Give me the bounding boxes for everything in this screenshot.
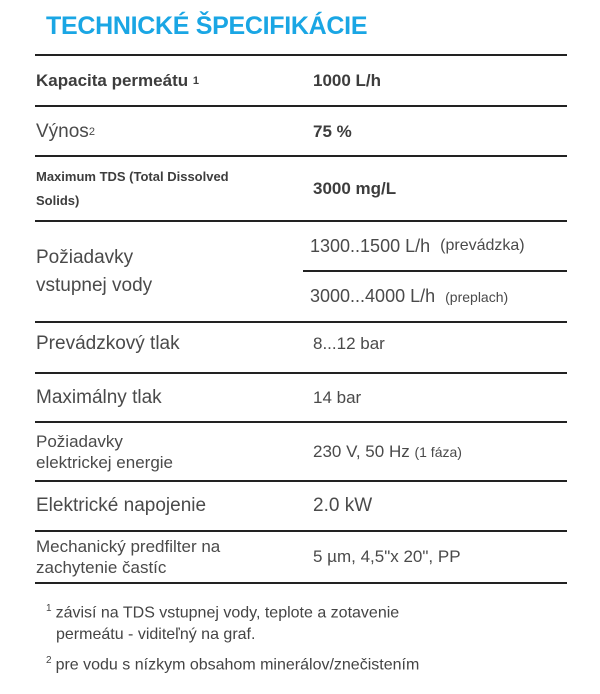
divider bbox=[35, 582, 567, 584]
row-label-input-water: Požiadavky vstupnej vody bbox=[36, 246, 153, 296]
footnote-2: $^2$ pre vodu s nízkym obsahom minerálov/znečistením bbox=[46, 655, 420, 674]
row-value-power-requirements: 230 V, 50 Hz (1 fáza) bbox=[313, 441, 462, 461]
row-value-flush: 3000...4000 L/h (preplach) bbox=[310, 286, 509, 306]
row-value-operating-pressure: 8...12 bar bbox=[313, 333, 385, 353]
row-label-capacity: Kapacita permeátu 1 bbox=[36, 71, 199, 90]
row-value-yield: 75 % bbox=[313, 121, 352, 141]
divider bbox=[35, 155, 567, 157]
row-value-max-pressure: 14 bar bbox=[313, 387, 362, 407]
row-label-prefilter: Mechanický predfilter na zachytenie častíc bbox=[36, 537, 221, 577]
row-value-tds: 3000 mg/L bbox=[313, 179, 397, 198]
row-value-operation: 1300..1500 L/h (prevádzka) bbox=[310, 235, 525, 256]
row-label-power: Elektrické napojenie bbox=[36, 495, 207, 516]
row-label-max-pressure: Maximálny tlak bbox=[36, 386, 162, 408]
row-label-yield: Výnos 2 bbox=[36, 120, 95, 142]
row-value-power: 2.0 kW bbox=[313, 495, 373, 516]
page-title: TECHNICKÉ ŠPECIFIKÁCIE bbox=[46, 12, 368, 40]
row-value-prefilter: 5 µm, 4,5"x 20", PP bbox=[313, 547, 461, 566]
row-label-operating-pressure: Prevádzkový tlak bbox=[36, 332, 180, 354]
row-label-power-requirements: Požiadavky elektrickej energie bbox=[36, 431, 174, 472]
row-value-capacity: 1000 L/h bbox=[313, 71, 382, 90]
footnote-1: $^1$ závisí na TDS vstupnej vody, teplote a zotavenie permeátu - viditeľný na graf. bbox=[46, 603, 400, 644]
row-label-tds: Maximum TDS (Total Dissolved Solids) bbox=[36, 169, 229, 208]
